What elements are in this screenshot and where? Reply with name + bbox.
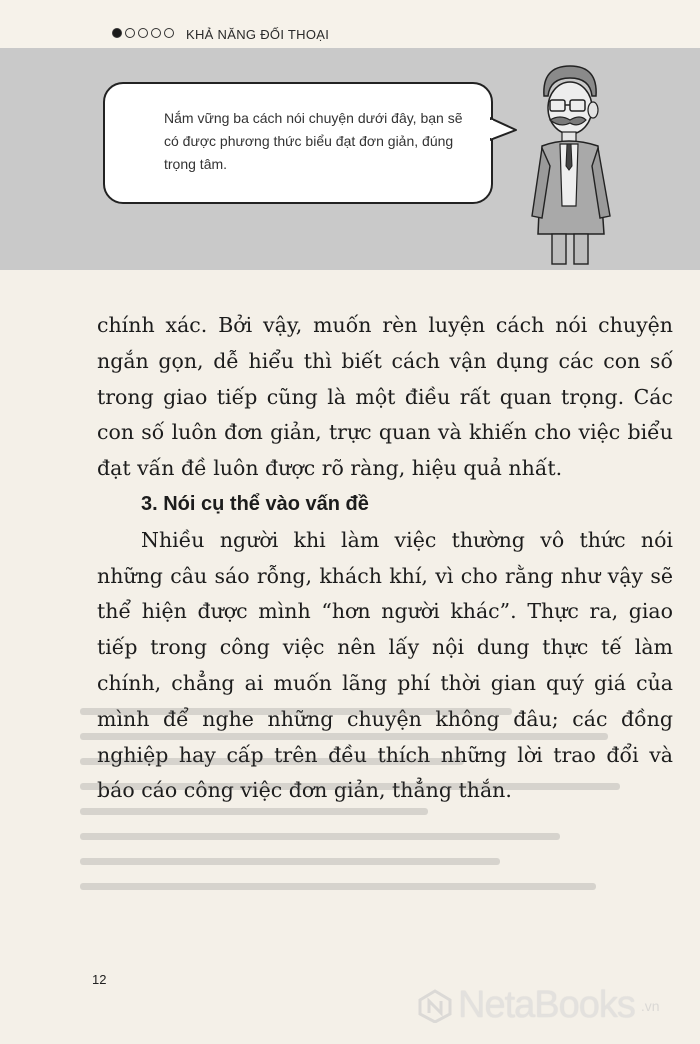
chapter-progress-dots <box>112 28 174 38</box>
speech-bubble-text: Nắm vững ba cách nói chuyện dưới đây, bạn sẽ có được phương thức biểu đạt đơn giản, đúng trọng tâm. <box>164 110 463 172</box>
netabooks-logo-icon <box>418 989 452 1023</box>
progress-dot-filled <box>112 28 122 38</box>
watermark-suffix: .vn <box>640 997 660 1014</box>
progress-dot-empty <box>164 28 174 38</box>
speech-bubble-tail <box>490 114 518 144</box>
watermark-text: NetaBooks <box>458 984 635 1026</box>
page-number: 12 <box>92 972 107 987</box>
section-heading: 3. Nói cụ thể vào vấn đề <box>141 492 369 515</box>
progress-dot-empty <box>151 28 161 38</box>
watermark <box>418 984 660 1027</box>
page-header <box>0 0 700 48</box>
paragraph: Nhiều người khi làm việc thường vô thức nói những câu sáo rỗng, khách khí, vì cho rằng như vậy sẽ thể hiện được mình “hơn người khác”. Thực ra, giao tiếp trong công việc nên lấy nội dung thực tế làm chính, chẳng ai muốn lãng phí thời gian quý giá của mình để nghe những chuyện không đâu; các đồng nghiệp hay cấp trên đều thích những lời trao đổi và báo cáo công việc đơn giản, thẳng thắn. <box>97 527 673 803</box>
progress-dot-empty <box>125 28 135 38</box>
chapter-title: KHẢ NĂNG ĐỐI THOẠI <box>186 27 330 42</box>
professor-character-icon <box>520 56 620 270</box>
body-text <box>97 308 673 809</box>
paragraph-continued: chính xác. Bởi vậy, muốn rèn luyện cách nói chuyện ngắn gọn, dễ hiểu thì biết cách vận dụng các con số trong giao tiếp cũng là một điều rất quan trọng. Các con số luôn đơn giản, trực quan và khiến cho việc biểu đạt vấn đề luôn được rõ ràng, hiệu quả nhất. <box>97 313 673 481</box>
progress-dot-empty <box>138 28 148 38</box>
